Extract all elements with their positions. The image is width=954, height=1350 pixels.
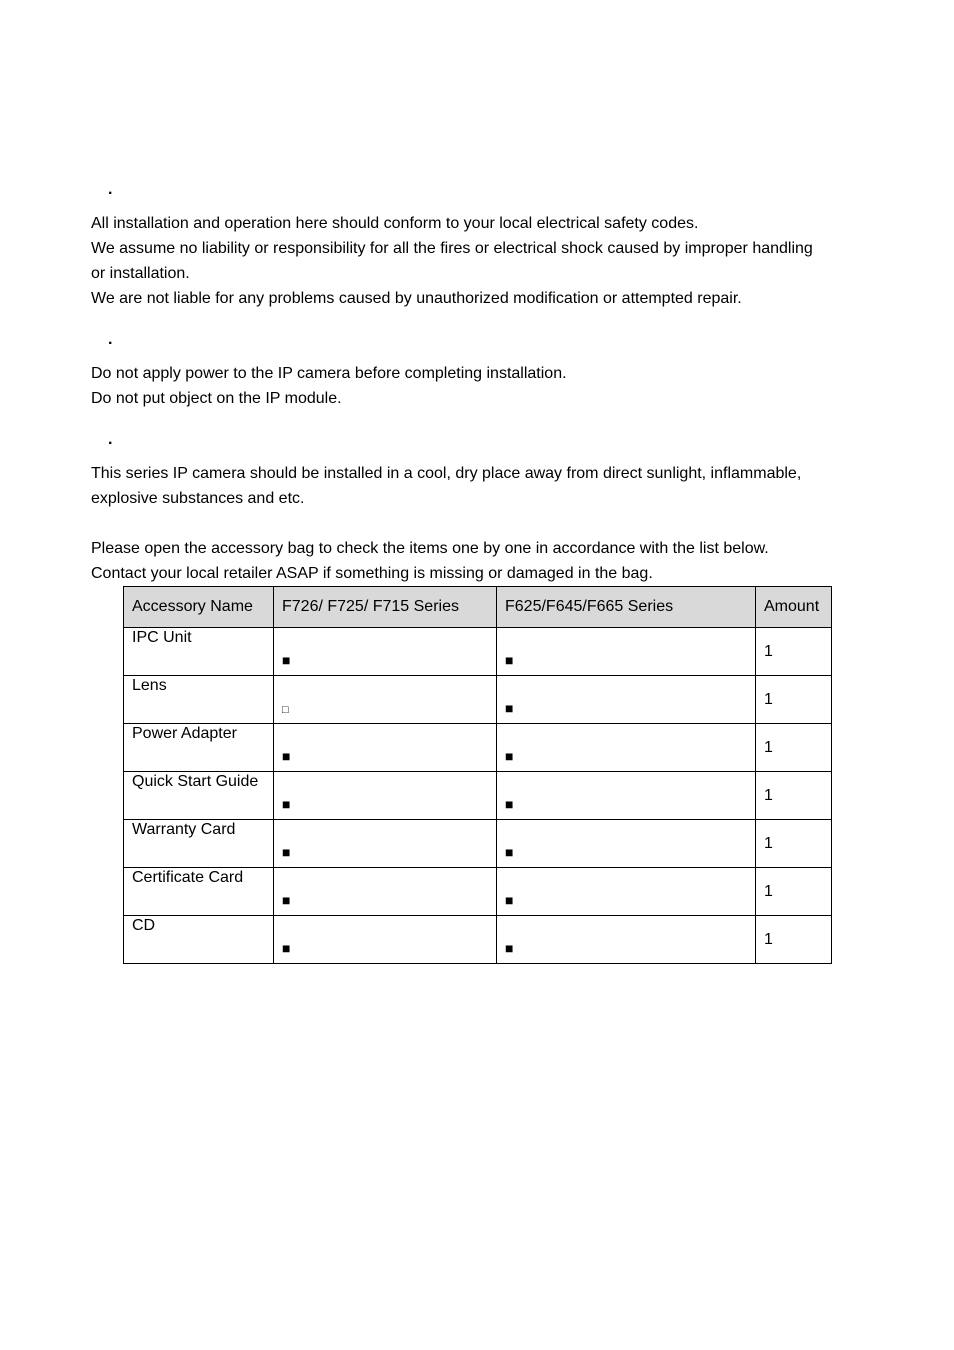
filled-square-icon: ■ — [497, 772, 756, 820]
header-f7-series: F726/ F725/ F715 Series — [274, 587, 497, 628]
filled-square-icon: ■ — [274, 820, 497, 868]
accessory-name-cell: Certificate Card — [124, 868, 274, 916]
section-1-text — [91, 211, 871, 311]
accessory-name-cell: IPC Unit — [124, 628, 274, 676]
accessory-name-cell: Quick Start Guide — [124, 772, 274, 820]
filled-square-icon: ■ — [497, 820, 756, 868]
filled-square-icon: ■ — [497, 868, 756, 916]
accessory-intro — [91, 536, 871, 586]
accessory-name-cell: CD — [124, 916, 274, 964]
section-1-line-2: We assume no liability or responsibility for all the fires or electrical shock caused by improper handling — [91, 240, 813, 257]
accessory-intro-line-1: Please open the accessory bag to check the items one by one in accordance with the list below. — [91, 540, 769, 557]
section-2-line-2: Do not put object on the IP module. — [91, 390, 342, 407]
filled-square-icon: ■ — [274, 916, 497, 964]
table-row — [124, 916, 832, 964]
header-f6-series: F625/F645/F665 Series — [497, 587, 756, 628]
accessory-table-header-row — [124, 587, 832, 628]
accessory-intro-line-2: Contact your local retailer ASAP if something is missing or damaged in the bag. — [91, 565, 653, 582]
section-3-line-1: This series IP camera should be installed in a cool, dry place away from direct sunlight, inflammable, — [91, 465, 802, 482]
header-accessory-name: Accessory Name — [124, 587, 274, 628]
section-3-line-2: explosive substances and etc. — [91, 490, 305, 507]
table-row — [124, 772, 832, 820]
accessory-name-cell: Power Adapter — [124, 724, 274, 772]
section-3-bullet: . — [108, 431, 113, 448]
table-row — [124, 676, 832, 724]
amount-cell: 1 — [756, 772, 832, 820]
table-row — [124, 820, 832, 868]
section-1-bullet: . — [108, 181, 113, 198]
table-row — [124, 628, 832, 676]
table-row — [124, 724, 832, 772]
filled-square-icon: ■ — [497, 676, 756, 724]
filled-square-icon: ■ — [497, 724, 756, 772]
section-2-text — [91, 361, 871, 411]
section-3-text — [91, 461, 871, 511]
amount-cell: 1 — [756, 868, 832, 916]
table-row — [124, 868, 832, 916]
amount-cell: 1 — [756, 916, 832, 964]
filled-square-icon: ■ — [274, 772, 497, 820]
filled-square-icon: ■ — [274, 868, 497, 916]
section-2-line-1: Do not apply power to the IP camera before completing installation. — [91, 365, 567, 382]
hollow-square-icon: □ — [274, 676, 497, 724]
amount-cell: 1 — [756, 676, 832, 724]
amount-cell: 1 — [756, 724, 832, 772]
filled-square-icon: ■ — [274, 628, 497, 676]
accessory-name-cell: Warranty Card — [124, 820, 274, 868]
filled-square-icon: ■ — [497, 916, 756, 964]
amount-cell: 1 — [756, 820, 832, 868]
accessory-table — [123, 586, 832, 964]
section-1-line-3: or installation. — [91, 265, 190, 282]
filled-square-icon: ■ — [497, 628, 756, 676]
header-amount: Amount — [756, 587, 832, 628]
amount-cell: 1 — [756, 628, 832, 676]
filled-square-icon: ■ — [274, 724, 497, 772]
section-1-line-4: We are not liable for any problems caused by unauthorized modification or attempted repair. — [91, 290, 742, 307]
section-2-bullet: . — [108, 331, 113, 348]
section-1-line-1: All installation and operation here should conform to your local electrical safety codes. — [91, 215, 699, 232]
accessory-name-cell: Lens — [124, 676, 274, 724]
